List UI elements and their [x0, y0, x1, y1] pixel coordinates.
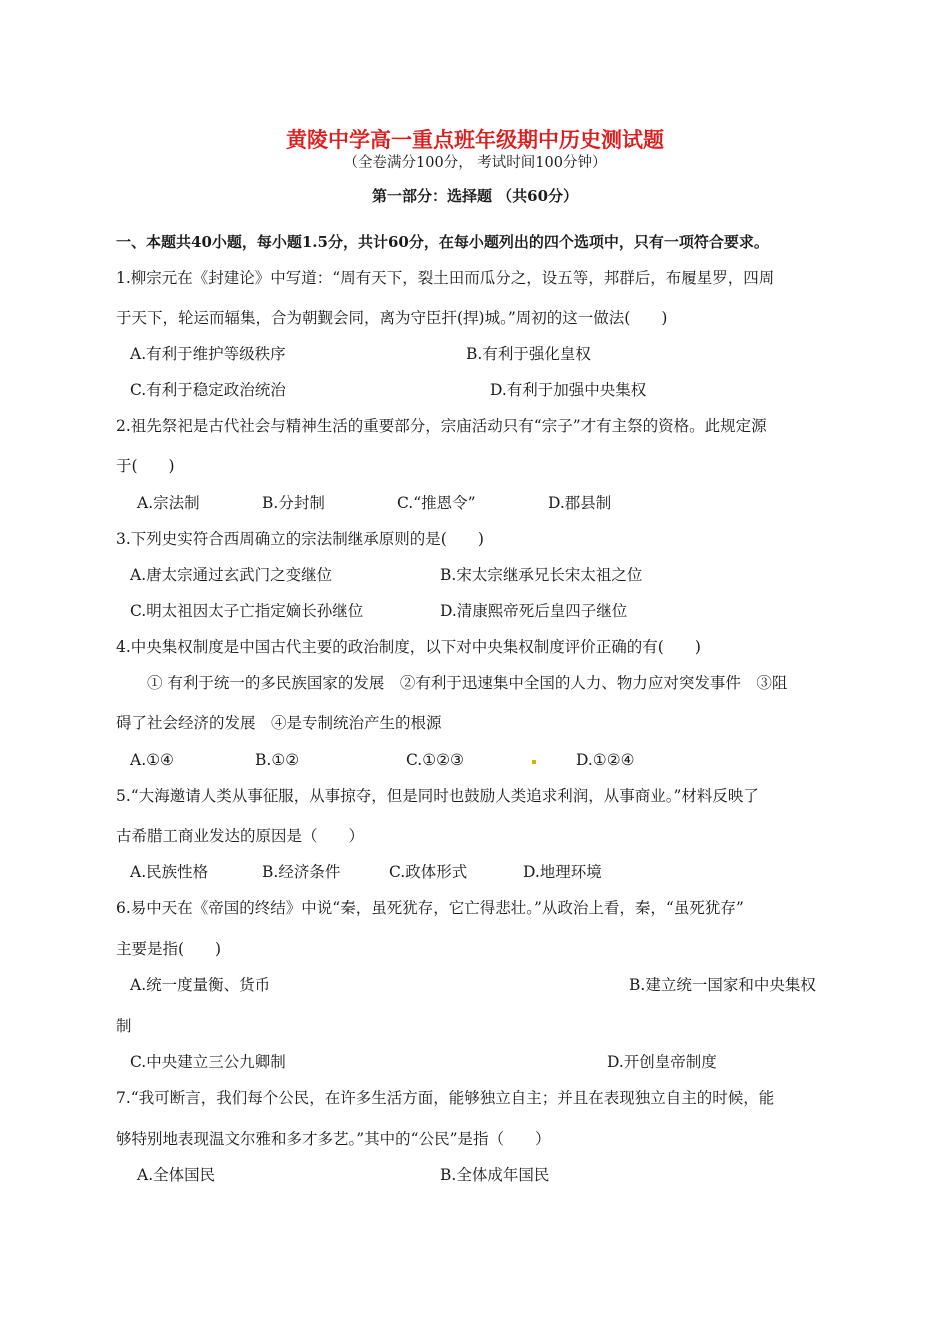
- instruction: 一、本题共40小题，每小题1.5分，共计60分，在每小题列出的四个选项中，只有一项符合要求。: [116, 233, 769, 251]
- question-4-option-b: B.①②: [255, 751, 300, 769]
- question-1-line-2: 于天下，轮运而辐集，合为朝觐会同，离为守臣扞(捍)城。”周初的这一做法( ): [116, 309, 668, 327]
- question-6-option-a: A.统一度量衡、货币: [130, 976, 271, 994]
- question-5-option-c: C.政体形式: [389, 863, 468, 881]
- question-1-option-a: A.有利于维护等级秩序: [130, 345, 286, 363]
- question-7-option-a: A.全体国民: [137, 1166, 216, 1184]
- question-4-option-a: A.①④: [130, 751, 174, 769]
- question-3-line-1: 3.下列史实符合西周确立的宗法制继承原则的是( ): [116, 530, 484, 548]
- question-2-option-a: A.宗法制: [137, 494, 200, 512]
- question-2-option-d: D.郡县制: [548, 494, 612, 512]
- question-1-option-d: D.有利于加强中央集权: [490, 381, 647, 399]
- question-2-line-1: 2.祖先祭祀是古代社会与精神生活的重要部分，宗庙活动只有“宗子”才有主祭的资格。此规定源: [116, 417, 767, 435]
- question-1-option-c: C.有利于稳定政治统治: [130, 381, 286, 399]
- question-2-option-c: C.“推恩令”: [397, 494, 476, 512]
- exam-subtitle: （全卷满分100分， 考试时间100分钟）: [343, 155, 607, 171]
- question-3-option-b: B.宋太宗继承兄长宋太祖之位: [440, 566, 643, 584]
- question-4-line-2: ① 有利于统一的多民族国家的发展 ②有利于迅速集中全国的人力、物力应对突发事件 ③阻: [147, 674, 788, 692]
- exam-title: 黄陵中学高一重点班年级期中历史测试题: [286, 127, 664, 152]
- question-7-line-2: 够特别地表现温文尔雅和多才多艺。”其中的“公民”是指（ ）: [116, 1130, 551, 1148]
- question-5-line-1: 5.“大海邀请人类从事征服，从事掠夺，但是同时也鼓励人类追求利润，从事商业。”材料反映了: [116, 787, 759, 805]
- question-3-option-a: A.唐太宗通过玄武门之变继位: [130, 566, 333, 584]
- question-4-line-3: 碍了社会经济的发展 ④是专制统治产生的根源: [116, 714, 442, 732]
- question-6-option-b: B.建立统一国家和中央集权: [629, 976, 816, 994]
- question-5-option-d: D.地理环境: [523, 863, 602, 881]
- question-4-option-c: C.①②③: [406, 751, 464, 769]
- question-1-line-1: 1.柳宗元在《封建论》中写道：“周有天下，裂土田而瓜分之，设五等，邦群后，布履星罗，四周: [116, 269, 775, 287]
- question-6-line-2: 主要是指( ): [116, 940, 222, 958]
- question-2-line-2: 于( ): [116, 457, 175, 475]
- question-4-option-d: D.①②④: [576, 751, 635, 769]
- question-5-option-b: B.经济条件: [262, 863, 341, 881]
- question-6-option-c: C.中央建立三公九卿制: [130, 1053, 286, 1071]
- question-4-line-1: 4.中央集权制度是中国古代主要的政治制度，以下对中央集权制度评价正确的有( ): [116, 638, 701, 656]
- question-6-option-b-wrap: 制: [116, 1017, 132, 1035]
- question-5-option-a: A.民族性格: [130, 863, 209, 881]
- question-5-line-2: 古希腊工商业发达的原因是（ ）: [116, 827, 365, 845]
- question-2-option-b: B.分封制: [262, 494, 325, 512]
- question-7-line-1: 7.“我可断言，我们每个公民，在许多生活方面，能够独立自主；并且在表现独立自主的时候，能: [116, 1089, 775, 1107]
- stray-dot: [532, 760, 536, 764]
- question-3-option-c: C.明太祖因太子亡指定嫡长孙继位: [130, 602, 364, 620]
- question-6-line-1: 6.易中天在《帝国的终结》中说“秦，虽死犹存，它亡得悲壮。”从政治上看，秦，“虽死犹存”: [116, 899, 744, 917]
- question-3-option-d: D.清康熙帝死后皇四子继位: [440, 602, 628, 620]
- question-6-option-d: D.开创皇帝制度: [607, 1053, 717, 1071]
- question-1-option-b: B.有利于强化皇权: [466, 345, 591, 363]
- question-7-option-b: B.全体成年国民: [440, 1166, 550, 1184]
- section-title: 第一部分：选择题 （共60分）: [371, 187, 579, 205]
